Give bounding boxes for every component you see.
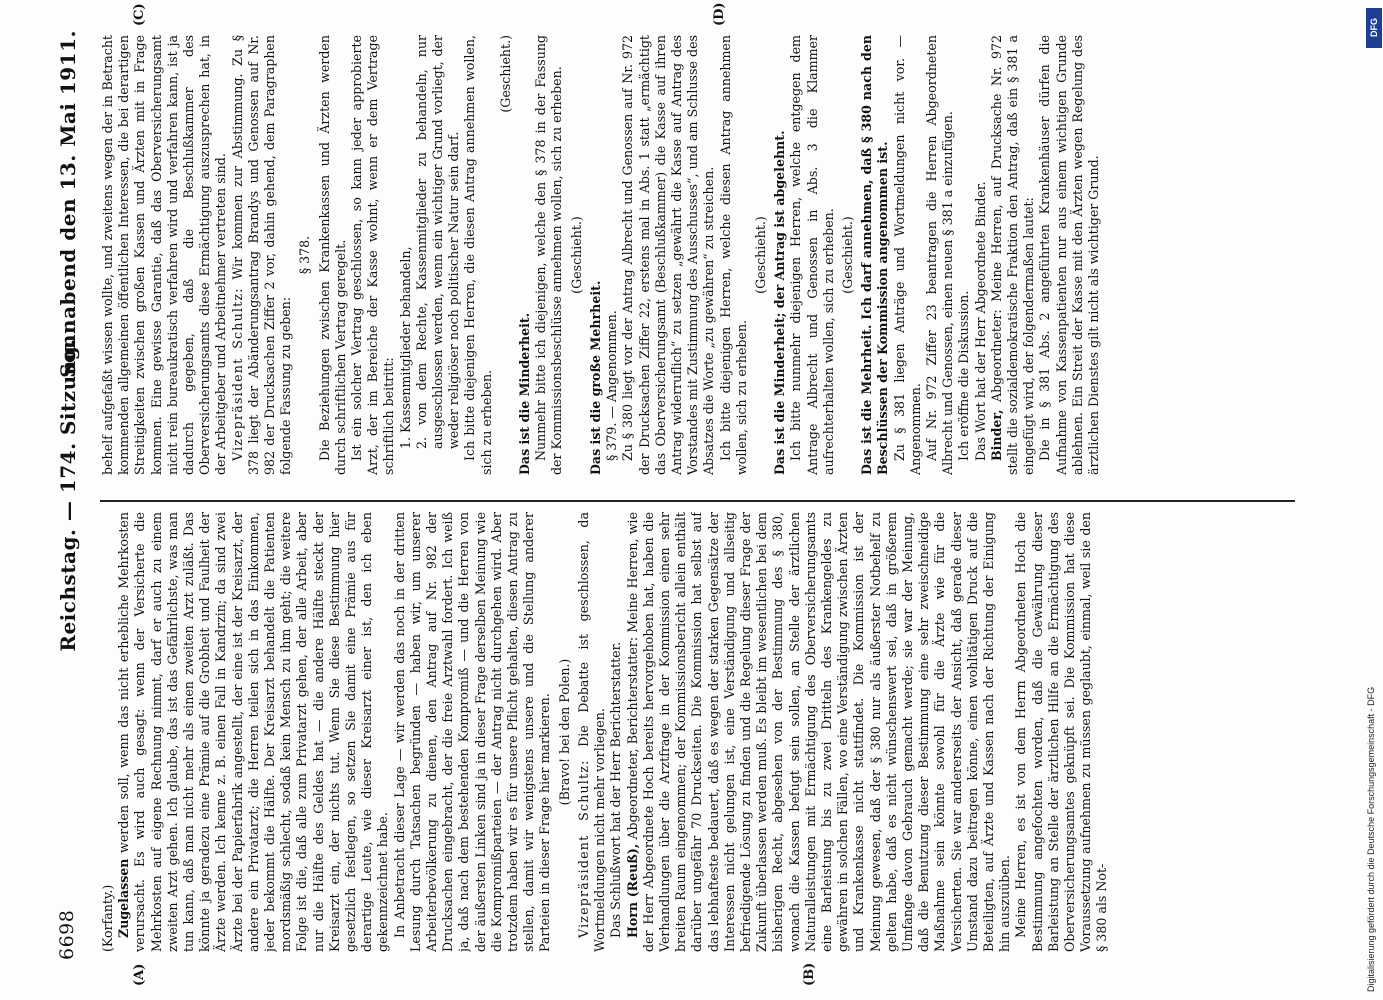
paragraph	[989, 35, 1038, 475]
speaker-name: Horn (Reuß),	[624, 843, 640, 938]
procedural-note: (Geschieht.)	[497, 35, 513, 113]
right-column	[100, 35, 1300, 475]
procedural-note: (Geschieht.)	[752, 216, 768, 294]
speaker-name: Binder,	[988, 409, 1004, 461]
newspaper-page	[12, 0, 1352, 1000]
paragraph	[116, 512, 391, 952]
page-number: 6698	[56, 909, 78, 960]
paragraph-text: werden soll, wenn das nicht erhebliche Mehrkosten verursacht. Es wird auch gesagt: wenn der Versicherte die Mehrkosten auf eigene Rechnung nimmt, darf er auch zu einem zweiten Arzt gehen. Ich glaube, das ist das Gefährlichste, was man tun kann, daß man nicht mehr als einen zweiten Arzt zuläßt. Das könnte ja geradezu eine Prämie auf die Grobheit und Faulheit der Ärzte werden. Ich kenne z. B. einen Fall in Kandrzin; da sind zwei Ärzte bei der Papierfabrik angestellt, der eine ist der Kreisarzt, der andere ein Privatarzt; die Herren teilen sich in das Einkommen, jeder bekommt die Hälfte. Der Kreisarzt behandelt die Patienten mordsmäßig schlecht, sodaß kein Mensch zu ihm geht; die weitere Folge ist die, daß alle zum Privatarzt gehen, der alle Arbeit, aber nur die Hälfte des Geldes hat — die andere Hälfte steckt der Kreisarzt ein, der nichts tut. Wenn Sie diese Bestimmung hier gesetzlich festlegen, so setzen Sie damit eine Prämie aus für derartige Leute, wie dieser Kreisarzt einer ist, den ich eben gekennzeichnet habe.	[116, 512, 391, 952]
left-column	[100, 512, 1300, 952]
digitization-credit: Digitalisierung gefördert durch die Deutsche Forschungsgemeinschaft - DFG	[1366, 686, 1376, 992]
column-divider	[100, 500, 1295, 502]
paragraph: Zu § 381 liegen Anträge und Wortmeldungen nicht vor. — Angenommen.	[891, 35, 923, 475]
quoted-text: Die in § 381 Abs. 2 angeführten Krankenhäuser dürfen die Aufnahme von Kassenpatienten nur aus einem wichtigen Grunde ablehnen. Ein Streit der Kasse mit den Ärzten wegen Regelung des ärztlichen Dienstes gilt nicht als wichtiger Grund.	[1037, 35, 1101, 475]
paragraph: Ich bitte diejenigen Herren, die diesen Antrag annehmen wollen, sich zu erheben.	[462, 35, 494, 475]
quoted-text: Ist ein solcher Vertrag geschlossen, so kann jeder approbierte Arzt, der im Bereiche der Kasse wohnt, wenn er dem Vertrage schriftlich beitritt:	[349, 35, 397, 475]
paragraph-text: Abgeordneter: Meine Herren, auf Drucksache Nr. 972 stellt die sozialdemokratische Fraktion den Antrag, daß ein § 381 a eingefügt wird, der folgendermaßen lautet:	[988, 35, 1037, 475]
speaker-name: Vizepräsident Schultz:	[229, 287, 245, 461]
paragraph: behelf aufgefaßt wissen wollte, und zweitens wegen der in Betracht kommenden allgemeinen öffentlichen Interessen, die bei derartigen Streitigkeiten zwischen großen Kassen und Ärzten mit in Frage kommen. Eine gewisse Garantie, daß das Oberversicherungsamt nicht rein bureaukratisch verfahren wird und verfahren kann, ist ja dadurch gegeben, daß die Beschlußkammer des Oberversicherungsamts diese Ermächtigung auszusprechen hat, in der Arbeitgeber und Arbeitnehmer vertreten sind.	[100, 35, 229, 475]
quoted-text: Die Beziehungen zwischen Krankenkassen und Ärzten werden durch schriftlichen Vertrag geregelt.	[316, 35, 348, 475]
vote-result: Das ist die Mehrheit. Ich darf annehmen, daß § 380 nach den Beschlüssen der Kommission angenommen ist.	[859, 35, 891, 475]
page-header	[48, 30, 88, 960]
paragraph: Meine Herren, es ist von dem Herrn Abgeordneten Hoch die Bestimmung angefochten worden, daß die Gewährung dieser Barleistung an Stelle der ärztlichen Hilfe an die Ermächtigung des Oberversicherungsamtes geknüpft sei. Die Kommission hat diese Voraussetzung aufnehmen zu müssen geglaubt, einmal, weil sie den § 380 als Not-	[1013, 512, 1110, 952]
procedural-note: (Geschieht.)	[568, 216, 584, 294]
speaker-continuation: (Korfanty.)	[100, 884, 115, 952]
paragraph	[576, 512, 608, 952]
paragraph: In Anbetracht dieser Lage — wir werden das noch in der dritten Lesung durch Tatsachen begründen — haben wir, um unserer Arbeiterbevölkerung zu dienen, den Antrag auf Nr. 982 der Drucksachen eingebracht, der die freie Arztwahl fordert. Ich weiß ja, daß nach dem bestehenden Kompromiß — und die Herren von der äußersten Linken sind ja in dieser Frage derselben Meinung wie die Kompromißparteien — der Antrag nicht durchgehen wird. Aber trotzdem haben wir es für unsere Pflicht gehalten, diesen Antrag zu stellen, damit wir wenigstens unsere und die Stellung anderer Parteien in dieser Frage hier markieren.	[391, 512, 553, 952]
vote-result: Das ist die Minderheit; der Antrag ist abgelehnt.	[772, 130, 788, 475]
margin-marker-d: (D)	[712, 2, 727, 26]
list-item: 2. von dem Rechte, Kassenmitglieder zu behandeln, nur ausgeschlossen werden, wenn ein wichtiger Grund vorliegt, der weder religiöser noch politischer Natur sein darf.	[413, 35, 462, 449]
paragraph-text: Die Debatte ist geschlossen, da Wortmeldungen nicht mehr vorliegen.	[575, 512, 608, 952]
paragraph: Zu § 380 liegt vor der Antrag Albrecht und Genossen auf Nr. 972 der Drucksachen Ziffer 22, erstens mal in Abs. 1 statt „ermächtigt das Oberversicherungsamt (Beschlußkammer) die Kasse auf ihren Antrag widerruflich“ zu setzen „gewährt die Kasse auf Antrag des Vorstandes mit Zustimmung des Ausschusses“, und am Schlusse des Absatzes die Worte „zu gewähren“ zu streichen.	[620, 35, 717, 475]
procedural-note: (Geschieht.)	[839, 216, 855, 294]
dfg-logo: DFG	[1366, 8, 1382, 48]
paragraph	[230, 35, 295, 475]
list-item: 1. Kassenmitglieder behandeln,	[397, 246, 413, 449]
paragraph: Ich bitte diejenigen Herren, welche diesen Antrag annehmen wollen, sich zu erheben.	[717, 35, 749, 475]
paragraph: Auf Nr. 972 Ziffer 23 beantragen die Herren Abgeordneten Albrecht und Genossen, einen neuen § 381 a einzufügen.	[923, 35, 956, 475]
paragraph: § 379. — Angenommen.	[604, 310, 620, 461]
paragraph: Das Schlußwort hat der Herr Berichterstatter.	[608, 641, 624, 938]
paragraph	[625, 512, 1014, 952]
margin-marker-b: (B)	[802, 962, 817, 986]
vote-result: Das ist die Minderheit.	[517, 312, 533, 475]
margin-marker-c: (C)	[132, 3, 147, 26]
lead-word: Zugelassen	[116, 858, 132, 938]
paragraph: Ich bitte nunmehr diejenigen Herren, welche entgegen dem Antrage Albrecht und Genossen in Abs. 3 die Klammer aufrechterhalten wollen, sich zu erheben.	[788, 35, 836, 475]
margin-marker-a: (A)	[132, 963, 147, 986]
paragraph: Nunmehr bitte ich diejenigen, welche den § 378 in der Fassung der Kommissionsbeschlüsse annehmen wollen, sich zu erheben.	[533, 35, 565, 475]
paragraph-text: Abgeordneter, Berichterstatter: Meine Herren, wie der Herr Abgeordnete Hoch bereits hervorgehoben hat, haben die Verhandlungen über die Arztfrage in der Kommission einen sehr breiten Raum eingenommen; der Kommissionsbericht allein enthält darüber ungefähr 70 Druckseiten. Die Kommission hat selbst auf das lebhafteste bedauert, daß es wegen der starken Gegensätze der Interessen nicht gelungen ist, eine Verständigung und allseitig befriedigende Lösung zu finden und die Regelung dieser Frage der Zukunft überlassen werden muß. Es bleibt im wesentlichen bei dem bisherigen Recht, abgesehen von der Bestimmung des § 380, wonach die Kassen befugt sein sollen, an Stelle der ärztlichen Naturalleistungen mit Ermächtigung des Oberversicherungsamts eine Barleistung bis zu zwei Dritteln des Krankengeldes zu gewähren in solchen Fällen, wo eine Verständigung zwischen Ärzten und Krankenkasse nicht stattfindet. Die Kommission ist der Meinung gewesen, daß der § 380 nur als äußerster Notbehelf zu gelten habe, daß es nicht wünschenswert sei, daß in größerem Umfange davon Gebrauch gemacht werde; sie war der Meinung, daß die Benutzung dieser Bestimmung eine sehr zweischneidige Maßnahme sein könnte sowohl für die Ärzte wie für die Versicherten. Sie war andererseits der Ansicht, daß gerade dieser Umstand dazu beitragen könne, einen wohltätigen Druck auf die Beteiligten, auf Ärzte und Kassen nach der Richtung der Einigung hin auszuüben.	[624, 512, 1013, 952]
header-title: Reichstag. — 174. Sitzung.	[56, 338, 80, 652]
header-date: Sonnabend den 13. Mai 1911.	[56, 30, 80, 378]
speaker-name: Vizepräsident Schultz:	[575, 759, 591, 938]
vote-result: Das ist die große Mehrheit.	[587, 280, 603, 475]
section-heading: § 378.	[297, 235, 313, 275]
paragraph: Das Wort hat der Herr Abgeordnete Binder.	[972, 181, 988, 461]
paragraph: Ich eröffne die Diskussion.	[956, 290, 972, 461]
applause-note: (Bravo! bei den Polen.)	[556, 658, 572, 806]
paragraph-text: Wir kommen zur Abstimmung. Zu § 378 liegt der Abänderungsantrag Brandys und Genossen auf Nr. 982 der Drucksachen Ziffer 2 vor, dahin gehend, dem Paragraphen folgende Fassung zu geben:	[229, 35, 294, 475]
